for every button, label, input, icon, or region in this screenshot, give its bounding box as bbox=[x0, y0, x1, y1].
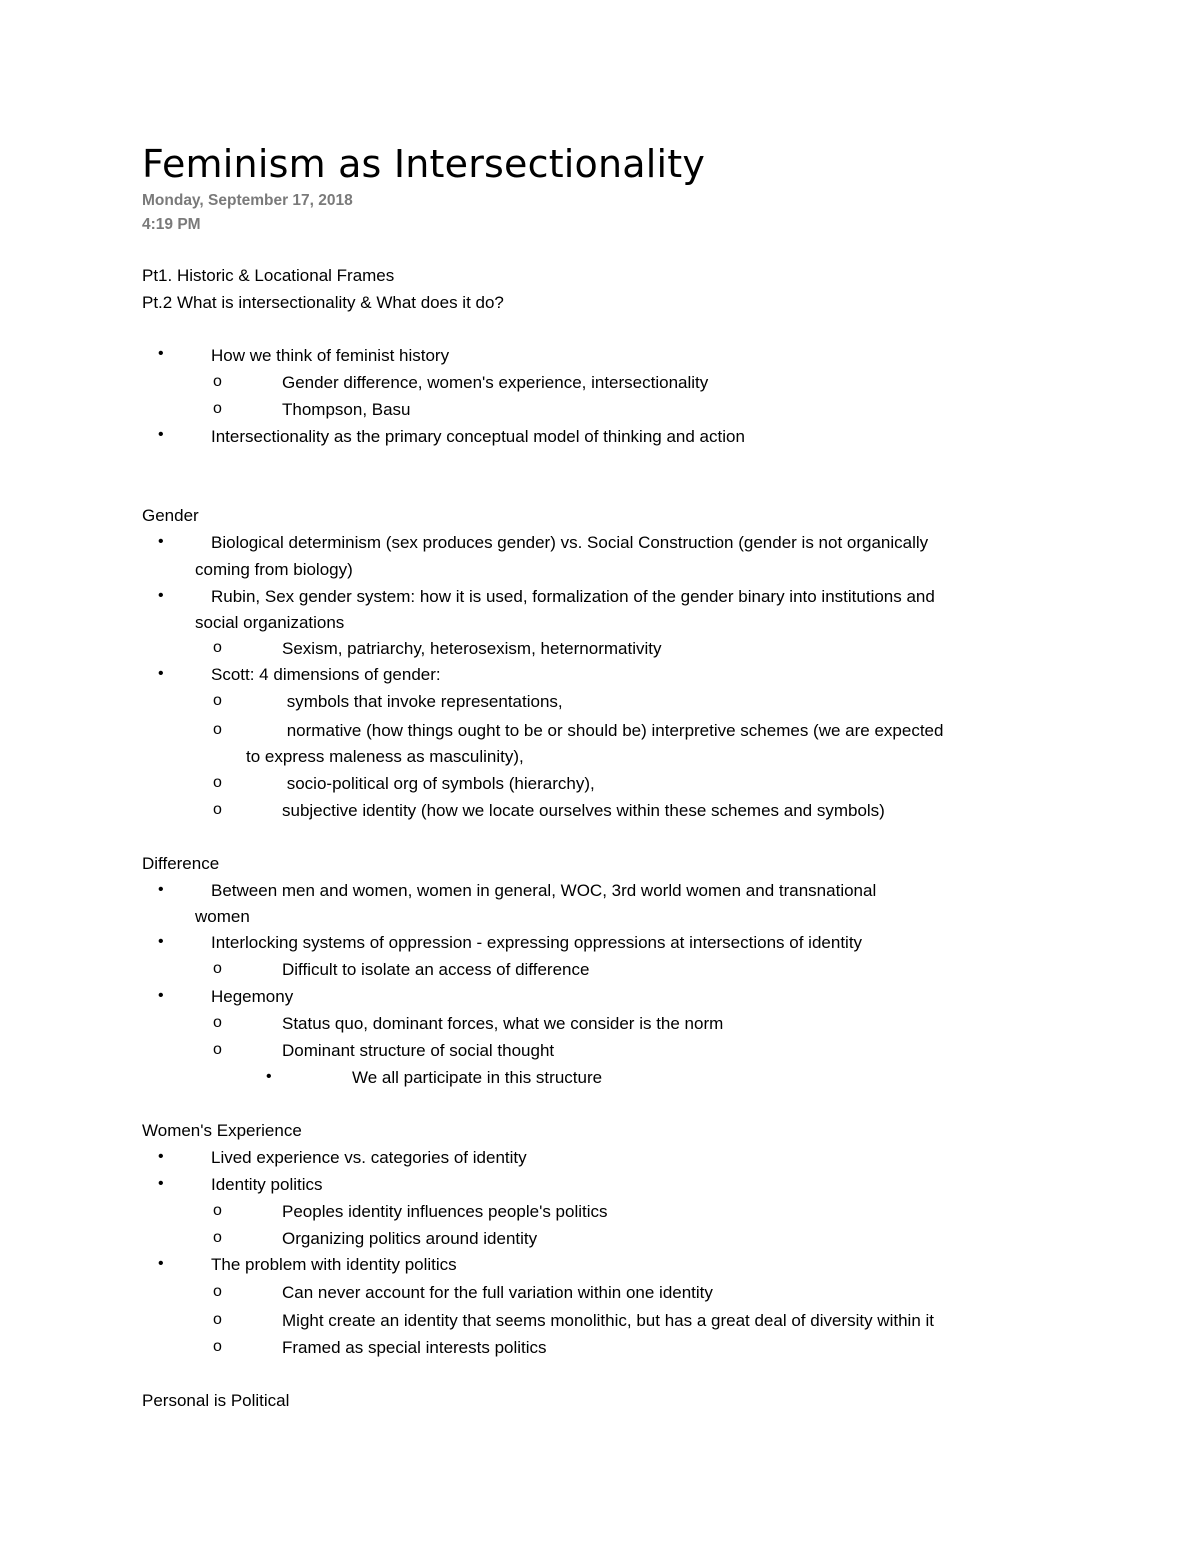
circle-bullet-icon: o bbox=[213, 1338, 222, 1355]
circle-bullet-icon: o bbox=[213, 400, 222, 417]
note-time: 4:19 PM bbox=[142, 216, 201, 233]
circle-bullet-icon: o bbox=[213, 1014, 222, 1031]
list-item-continuation: to express maleness as masculinity), bbox=[246, 747, 524, 766]
list-item: Scott: 4 dimensions of gender: bbox=[211, 665, 441, 684]
list-item: Difficult to isolate an access of difference bbox=[282, 960, 590, 979]
circle-bullet-icon: o bbox=[213, 1283, 222, 1300]
list-item: Thompson, Basu bbox=[282, 400, 411, 419]
intro-line-2: Pt.2 What is intersectionality & What does it do? bbox=[142, 293, 504, 312]
note-date: Monday, September 17, 2018 bbox=[142, 192, 353, 209]
list-item: Might create an identity that seems monolithic, but has a great deal of diversity within it bbox=[282, 1311, 934, 1330]
list-item: socio-political org of symbols (hierarchy), bbox=[282, 774, 595, 793]
list-item: Between men and women, women in general, WOC, 3rd world women and transnational bbox=[211, 881, 877, 900]
bullet-icon: • bbox=[158, 1175, 164, 1192]
circle-bullet-icon: o bbox=[213, 1041, 222, 1058]
section-heading-difference: Difference bbox=[142, 854, 220, 873]
circle-bullet-icon: o bbox=[213, 960, 222, 977]
section-heading-personal-is-political: Personal is Political bbox=[142, 1391, 290, 1410]
list-item: Lived experience vs. categories of identity bbox=[211, 1148, 527, 1167]
bullet-icon: • bbox=[158, 987, 164, 1004]
circle-bullet-icon: o bbox=[213, 1202, 222, 1219]
intro-line-1: Pt1. Historic & Locational Frames bbox=[142, 266, 395, 285]
page-title: Feminism as Intersectionality bbox=[142, 142, 706, 186]
list-item: Framed as special interests politics bbox=[282, 1338, 547, 1357]
list-item: We all participate in this structure bbox=[352, 1068, 603, 1087]
list-item: Interlocking systems of oppression - expressing oppressions at intersections of identity bbox=[211, 933, 863, 952]
list-item-continuation: social organizations bbox=[195, 613, 345, 632]
list-item: Rubin, Sex gender system: how it is used, formalization of the gender binary into institutions and bbox=[211, 587, 935, 606]
circle-bullet-icon: o bbox=[213, 373, 222, 390]
bullet-icon: • bbox=[158, 1148, 164, 1165]
list-item: normative (how things ought to be or should be) interpretive schemes (we are expected bbox=[282, 721, 944, 740]
list-item: Biological determinism (sex produces gender) vs. Social Construction (gender is not organically bbox=[211, 533, 929, 552]
section-heading-womens-experience: Women's Experience bbox=[142, 1121, 302, 1140]
bullet-icon: • bbox=[158, 426, 164, 443]
bullet-icon: • bbox=[266, 1068, 272, 1085]
list-item: Intersectionality as the primary conceptual model of thinking and action bbox=[211, 427, 745, 446]
list-item: Peoples identity influences people's politics bbox=[282, 1202, 608, 1221]
bullet-icon: • bbox=[158, 1255, 164, 1272]
list-item: The problem with identity politics bbox=[211, 1255, 457, 1274]
list-item: Hegemony bbox=[211, 987, 294, 1006]
list-item-continuation: women bbox=[195, 907, 250, 926]
bullet-icon: • bbox=[158, 345, 164, 362]
circle-bullet-icon: o bbox=[213, 692, 222, 709]
circle-bullet-icon: o bbox=[213, 639, 222, 656]
list-item: subjective identity (how we locate ourselves within these schemes and symbols) bbox=[282, 801, 885, 820]
list-item: How we think of feminist history bbox=[211, 346, 450, 365]
list-item: Organizing politics around identity bbox=[282, 1229, 538, 1248]
bullet-icon: • bbox=[158, 933, 164, 950]
circle-bullet-icon: o bbox=[213, 1311, 222, 1328]
list-item: Can never account for the full variation within one identity bbox=[282, 1283, 713, 1302]
bullet-icon: • bbox=[158, 665, 164, 682]
bullet-icon: • bbox=[158, 881, 164, 898]
list-item: Identity politics bbox=[211, 1175, 323, 1194]
list-item-continuation: coming from biology) bbox=[195, 560, 353, 579]
circle-bullet-icon: o bbox=[213, 721, 222, 738]
circle-bullet-icon: o bbox=[213, 1229, 222, 1246]
bullet-icon: • bbox=[158, 533, 164, 550]
circle-bullet-icon: o bbox=[213, 801, 222, 818]
circle-bullet-icon: o bbox=[213, 774, 222, 791]
list-item: Gender difference, women's experience, intersectionality bbox=[282, 373, 709, 392]
section-heading-gender: Gender bbox=[142, 506, 199, 525]
list-item: Status quo, dominant forces, what we consider is the norm bbox=[282, 1014, 724, 1033]
list-item: symbols that invoke representations, bbox=[282, 692, 563, 711]
list-item: Sexism, patriarchy, heterosexism, heternormativity bbox=[282, 639, 662, 658]
bullet-icon: • bbox=[158, 587, 164, 604]
list-item: Dominant structure of social thought bbox=[282, 1041, 555, 1060]
